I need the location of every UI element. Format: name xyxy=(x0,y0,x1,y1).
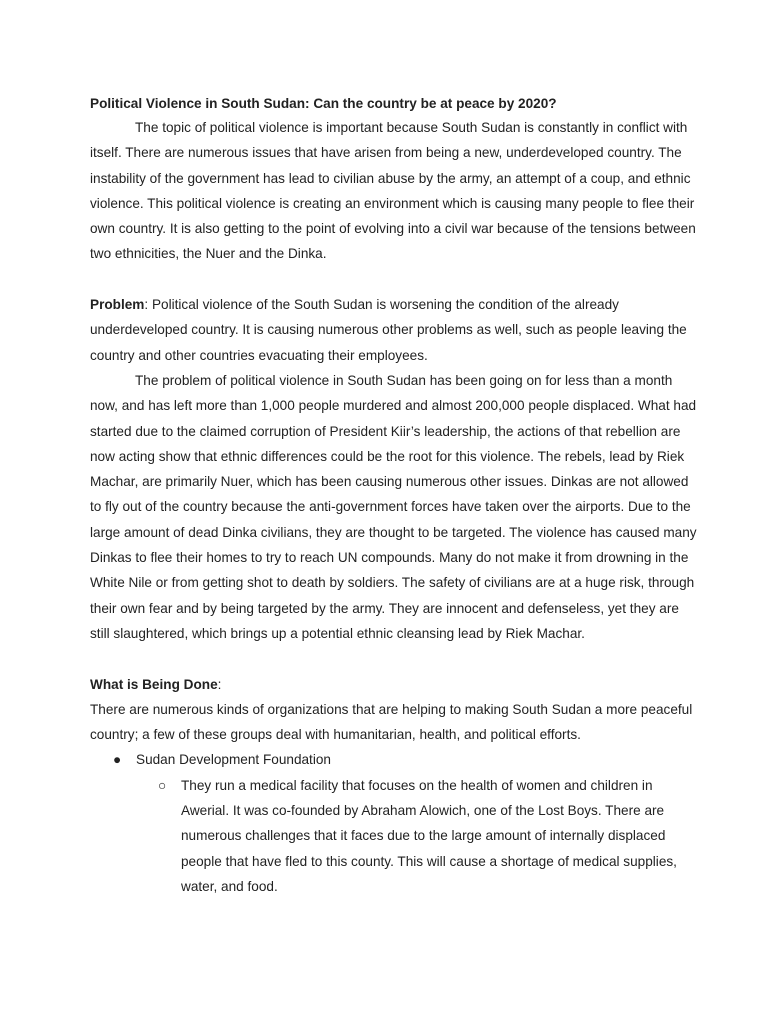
being-done-heading: What is Being Done xyxy=(90,676,218,692)
problem-details-paragraph: The problem of political violence in South Sudan has been going on for less than a month now, and has left more than 1,000 people murdered and almost 200,000 people displaced. What had started due to the claimed corruption of President Kiir’s leadership, the actions of that rebellion are now acting show that ethnic differences could be the root for this violence. The rebels, lead by Riek Machar, are primarily Nuer, which has been causing numerous other issues. Dinkas are not allowed to fly out of the country because the anti-government forces have taken over the airports. Due to the large amount of dead Dinka civilians, they are thought to be targeted. The violence has caused many Dinkas to flee their homes to try to reach UN compounds. Many do not make it from drowning in the White Nile or from getting shot to death by soldiers. The safety of civilians are at a huge risk, through their own fear and by being targeted by the army. They are innocent and defenseless, yet they are still slaughtered, which brings up a potential ethnic cleansing lead by Riek Machar. xyxy=(90,372,697,641)
problem-heading: Problem xyxy=(90,297,145,313)
being-done-heading-line xyxy=(90,672,702,697)
organization-description: They run a medical facility that focuses on the health of women and children in Awerial. It was co-founded by Abraham Alowich, one of the Lost Boys. There are numerous challenges that it faces due to the large amount of internally displaced people that have fled to this county. This will cause a shortage of medical supplies, water, and food. xyxy=(181,777,677,894)
bullet-icon: ● xyxy=(113,752,122,768)
problem-summary: Political violence of the South Sudan is worsening the condition of the already underdeveloped country. It is causing numerous other problems as well, such as people leaving the country and other countries evacuating their employees. xyxy=(90,297,687,363)
being-done-heading-colon: : xyxy=(217,676,222,692)
list-item xyxy=(90,747,702,899)
list-item xyxy=(136,773,702,899)
paragraph-gap xyxy=(90,267,702,292)
problem-paragraph xyxy=(90,292,702,368)
document-body xyxy=(90,94,702,899)
hollow-bullet-icon: ○ xyxy=(158,777,167,793)
organization-name: Sudan Development Foundation xyxy=(136,752,331,768)
problem-heading-colon: : xyxy=(144,297,149,313)
organization-list xyxy=(90,747,702,899)
document-title: Political Violence in South Sudan: Can the country be at peace by 2020? xyxy=(90,96,557,111)
paragraph-gap xyxy=(90,646,702,671)
being-done-paragraph: There are numerous kinds of organizations that are helping to making South Sudan a more peaceful country; a few of these groups deal with humanitarian, health, and political efforts. xyxy=(90,701,693,743)
intro-paragraph: The topic of political violence is important because South Sudan is constantly in conflict with itself. There are numerous issues that have arisen from being a new, underdeveloped country. The instability of the government has lead to civilian abuse by the army, an attempt of a coup, and ethnic violence. This political violence is creating an environment which is causing many people to flee their own country. It is also getting to the point of evolving into a civil war because of the tensions between two ethnicities, the Nuer and the Dinka. xyxy=(90,120,696,262)
organization-details-list xyxy=(136,773,702,899)
